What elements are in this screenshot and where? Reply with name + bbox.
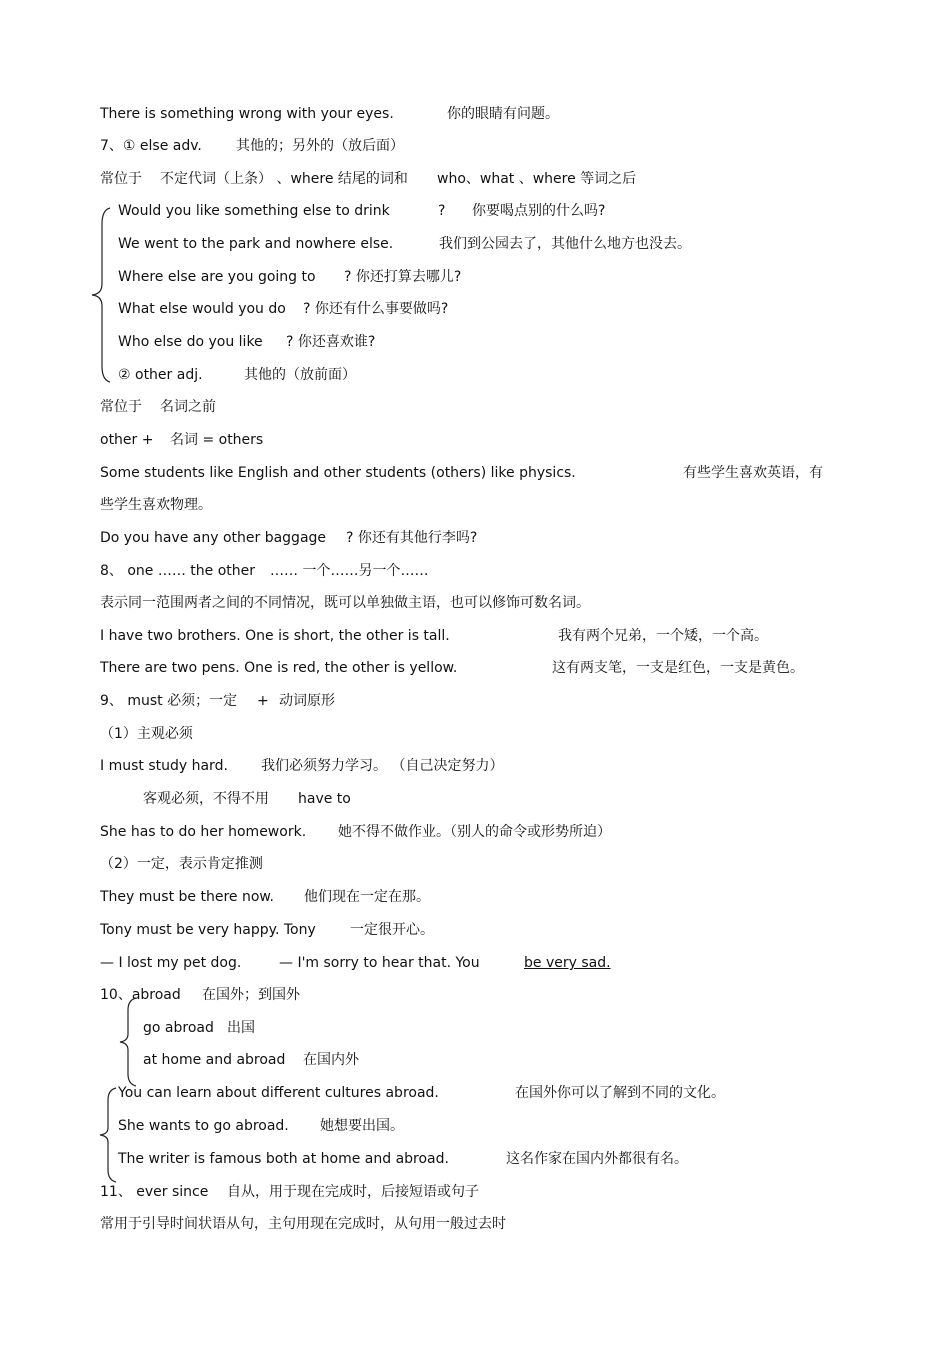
english-sentence: We went to the park and nowhere else. bbox=[118, 236, 394, 252]
item-meaning: 动词原形 bbox=[279, 693, 335, 709]
item-heading: 9、 must 必须；一定 bbox=[100, 693, 238, 709]
left-brace-icon bbox=[88, 206, 114, 384]
item-meaning: 自从，用于现在完成时，后接短语或句子 bbox=[227, 1184, 479, 1200]
english-sentence: I must study hard. bbox=[100, 758, 228, 774]
chinese-translation: 一定很开心。 bbox=[350, 922, 434, 938]
chinese-translation: 你的眼睛有问题。 bbox=[447, 106, 559, 122]
english-sentence: Would you like something else to drink bbox=[118, 203, 390, 219]
english-sentence: There is something wrong with your eyes. bbox=[100, 106, 394, 122]
chinese-translation-continued: 些学生喜欢物理。 bbox=[100, 497, 212, 513]
english-sentence: Who else do you like bbox=[118, 334, 263, 350]
dialogue-line-a: — I lost my pet dog. bbox=[100, 955, 242, 971]
plus-sign: + bbox=[257, 693, 269, 709]
chinese-translation: 在国外你可以了解到不同的文化。 bbox=[515, 1085, 725, 1101]
chinese-translation: 这名作家在国内外都很有名。 bbox=[506, 1151, 688, 1167]
formula-right: 名词 = others bbox=[170, 432, 264, 448]
usage-label: 常位于 bbox=[100, 171, 142, 187]
explanation-text: 常用于引导时间状语从句，主句用现在完成时，从句用一般过去时 bbox=[100, 1216, 506, 1232]
item-heading: 11、 ever since bbox=[100, 1184, 209, 1200]
subheading: （2）一定，表示肯定推测 bbox=[100, 856, 263, 872]
item-heading: ② other adj. bbox=[118, 367, 203, 383]
fill-in-answer: be very sad. bbox=[524, 955, 611, 971]
english-sentence: She has to do her homework. bbox=[100, 824, 307, 840]
chinese-translation: ? 你还打算去哪儿? bbox=[344, 269, 462, 285]
english-sentence: The writer is famous both at home and abroad. bbox=[118, 1151, 449, 1167]
explanation-text: 表示同一范围两者之间的不同情况，既可以单独做主语，也可以修饰可数名词。 bbox=[100, 595, 590, 611]
chinese-translation: 我们到公园去了，其他什么地方也没去。 bbox=[439, 236, 691, 252]
english-sentence: Do you have any other baggage bbox=[100, 530, 327, 546]
usage-text: 不定代词（上条） 、where 结尾的词和 bbox=[160, 171, 408, 187]
usage-text: 名词之前 bbox=[160, 399, 216, 415]
english-sentence: I have two brothers. One is short, the other is tall. bbox=[100, 628, 450, 644]
chinese-translation: ? 你还有什么事要做吗? bbox=[303, 301, 449, 317]
chinese-translation: 我有两个兄弟，一个矮，一个高。 bbox=[558, 628, 768, 644]
chinese-translation: 你要喝点别的什么吗? bbox=[472, 203, 606, 219]
item-heading: 7、① else adv. bbox=[100, 138, 202, 154]
item-meaning: 在国外；到国外 bbox=[202, 987, 300, 1003]
item-meaning: 其他的（放前面） bbox=[244, 367, 356, 383]
subheading: （1）主观必须 bbox=[100, 726, 193, 742]
english-sentence: You can learn about different cultures abroad. bbox=[118, 1085, 439, 1101]
phrase-meaning: 出国 bbox=[227, 1020, 255, 1036]
english-sentence: There are two pens. One is red, the other is yellow. bbox=[100, 660, 458, 676]
chinese-translation: 我们必须努力学习。 （自己决定努力） bbox=[261, 758, 504, 774]
english-sentence: She wants to go abroad. bbox=[118, 1118, 289, 1134]
item-meaning: 其他的；另外的（放后面） bbox=[236, 138, 404, 154]
formula-left: other + bbox=[100, 432, 154, 448]
chinese-translation: 她想要出国。 bbox=[320, 1118, 404, 1134]
phrase-meaning: 在国内外 bbox=[303, 1052, 359, 1068]
left-brace-icon bbox=[96, 1086, 120, 1184]
chinese-translation: 这有两支笔，一支是红色，一支是黄色。 bbox=[552, 660, 804, 676]
phrase: have to bbox=[298, 791, 351, 807]
english-sentence: Some students like English and other students (others) like physics. bbox=[100, 465, 576, 481]
chinese-translation: ? 你还有其他行李吗? bbox=[346, 530, 478, 546]
item-heading: 8、 one …… the other bbox=[100, 563, 256, 579]
english-sentence: Tony must be very happy. Tony bbox=[100, 922, 316, 938]
item-meaning: …… 一个……另一个…… bbox=[270, 563, 429, 579]
item-heading: 10、abroad bbox=[100, 987, 181, 1003]
chinese-translation: 她不得不做作业。（别人的命令或形势所迫） bbox=[338, 824, 611, 840]
question-mark: ? bbox=[438, 203, 446, 219]
usage-text-continued: who、what 、where 等词之后 bbox=[437, 171, 637, 187]
chinese-translation: 他们现在一定在那。 bbox=[304, 889, 430, 905]
english-sentence: What else would you do bbox=[118, 301, 286, 317]
explanation-text: 客观必须，不得不用 bbox=[143, 791, 269, 807]
english-sentence: They must be there now. bbox=[100, 889, 275, 905]
phrase: at home and abroad bbox=[143, 1052, 286, 1068]
left-brace-icon bbox=[116, 996, 140, 1088]
english-sentence: Where else are you going to bbox=[118, 269, 316, 285]
chinese-translation: 有些学生喜欢英语，有 bbox=[683, 465, 823, 481]
phrase: go abroad bbox=[143, 1020, 214, 1036]
dialogue-line-b: — I'm sorry to hear that. You bbox=[279, 955, 480, 971]
chinese-translation: ? 你还喜欢谁? bbox=[286, 334, 376, 350]
usage-label: 常位于 bbox=[100, 399, 142, 415]
